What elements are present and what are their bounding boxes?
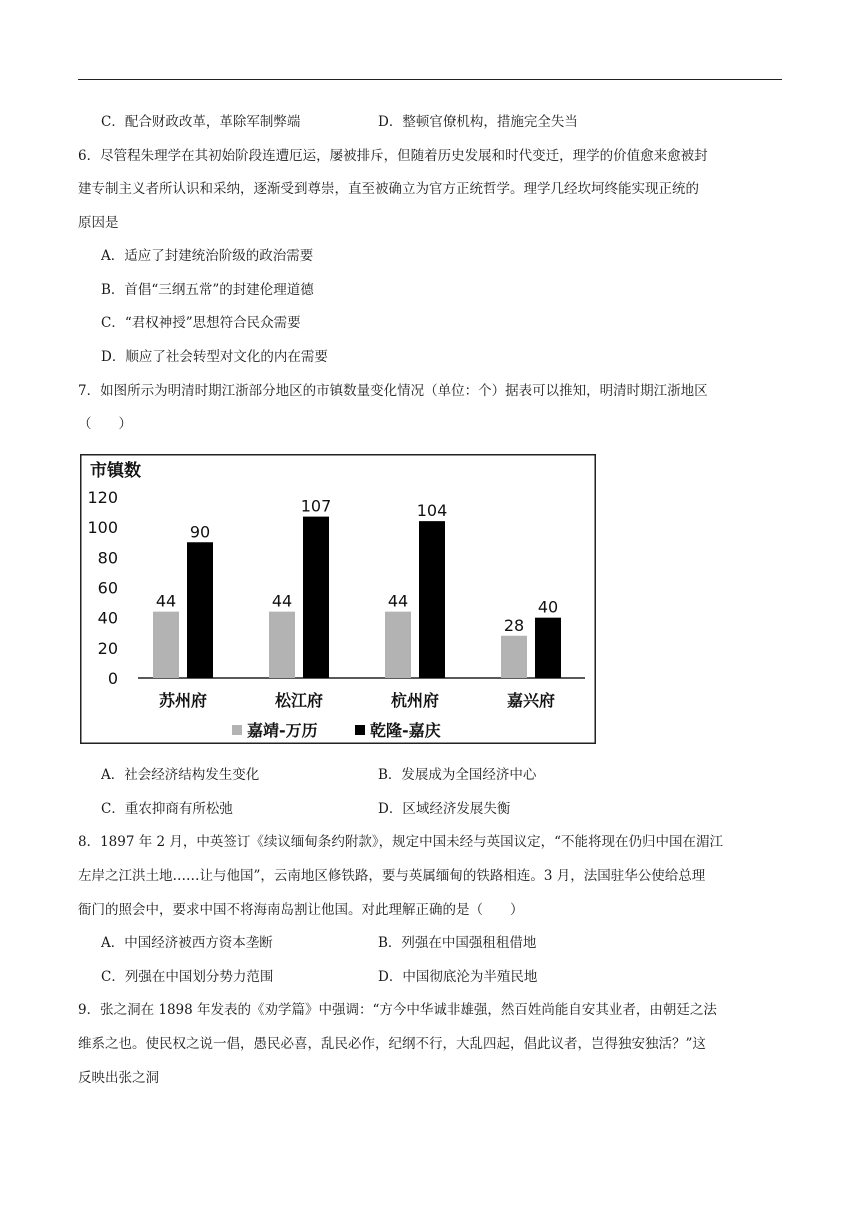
chart-title: 市镇数	[90, 461, 141, 481]
q7-option-c: C．重农抑商有所松弛	[101, 801, 233, 817]
y-tick-label: 80	[97, 548, 118, 568]
bar-data-label: 107	[300, 496, 332, 516]
y-tick-label: 0	[107, 669, 118, 688]
q7-option-d: D．区域经济发展失衡	[378, 801, 511, 817]
q5-option-c: C．配合财政改革，革除军制弊端	[101, 114, 301, 130]
bar-data-label: 44	[387, 591, 409, 611]
bar-jiajing-wanli	[269, 612, 295, 678]
legend-label: 嘉靖-万历	[247, 721, 318, 740]
bar-qianlong-jiaqing	[303, 517, 329, 678]
bar-qianlong-jiaqing	[535, 618, 561, 678]
q8-option-a: A．中国经济被西方资本垄断	[101, 935, 273, 951]
bar-data-label: 28	[503, 615, 525, 635]
bar-jiajing-wanli	[153, 612, 179, 678]
q6-option-b: B．首倡“三纲五常”的封建伦理道德	[101, 282, 314, 298]
q6-stem-line-3: 原因是	[78, 215, 119, 231]
chart-canvas	[80, 454, 596, 744]
q8-option-b: B．列强在中国强租租借地	[378, 935, 537, 951]
x-tick-label: 杭州府	[390, 691, 440, 710]
legend-label: 乾隆-嘉庆	[370, 721, 441, 740]
header-rule	[78, 79, 782, 80]
q8-stem-line-1: 8．1897 年 2 月，中英签订《续议缅甸条约附款》，规定中国未经与英国议定，“不能将现在仍归中国在湄江	[78, 834, 724, 850]
q7-option-a: A．社会经济结构发生变化	[101, 767, 260, 783]
bar-qianlong-jiaqing	[419, 521, 445, 678]
q9-stem-line-3: 反映出张之洞	[78, 1070, 159, 1086]
bar-jiajing-wanli	[385, 612, 411, 678]
legend-swatch	[232, 725, 242, 735]
bar-data-label: 40	[537, 597, 559, 617]
q8-stem-line-3: 衙门的照会中，要求中国不将海南岛割让他国。对此理解正确的是（ ）	[78, 902, 524, 918]
q9-stem-line-2: 维系之也。使民权之说一倡，愚民必喜，乱民必作，纪纲不行，大乱四起，倡此议者，岂得独安独活？”这	[78, 1036, 706, 1052]
q6-stem-line-1: 6．尽管程朱理学在其初始阶段连遭厄运，屡被排斥，但随着历史发展和时代变迁，理学的价值愈来愈被封	[78, 148, 708, 164]
q6-option-a: A．适应了封建统治阶级的政治需要	[101, 248, 314, 264]
x-tick-label: 嘉兴府	[506, 691, 556, 710]
q8-option-c: C．列强在中国划分势力范围	[101, 969, 274, 985]
y-tick-label: 100	[87, 518, 118, 538]
q5-option-d: D．整顿官僚机构，措施完全失当	[378, 114, 578, 130]
x-tick-label: 苏州府	[158, 691, 208, 710]
q7-option-b: B．发展成为全国经济中心	[378, 767, 537, 783]
legend-swatch	[355, 725, 365, 735]
q9-stem-line-1: 9．张之洞在 1898 年发表的《劝学篇》中强调：“方今中华诚非雄强，然百姓尚能自安其业者，由朝廷之法	[78, 1002, 717, 1018]
bar-data-label: 90	[189, 522, 211, 542]
y-tick-label: 40	[97, 608, 118, 628]
q8-stem-line-2: 左岸之江洪土地……让与他国”，云南地区修铁路，要与英属缅甸的铁路相连。3 月，法国驻华公使给总理	[78, 868, 706, 884]
bar-data-label: 44	[155, 591, 177, 611]
bar-qianlong-jiaqing	[187, 542, 213, 678]
q6-stem-line-2: 建专制主义者所认识和采纳，逐渐受到尊崇，直至被确立为官方正统哲学。理学几经坎坷终能实现正统的	[78, 181, 699, 197]
y-tick-label: 60	[97, 578, 118, 598]
bar-data-label: 104	[416, 501, 448, 521]
q8-option-d: D．中国彻底沦为半殖民地	[378, 969, 538, 985]
q6-option-d: D．顺应了社会转型对文化的内在需要	[101, 349, 328, 365]
x-tick-label: 松江府	[274, 691, 324, 710]
q7-stem-line-1: 7．如图所示为明清时期江浙部分地区的市镇数量变化情况（单位：个）据表可以推知，明清时期江浙地区	[78, 383, 708, 399]
q6-option-c: C．“君权神授”思想符合民众需要	[101, 315, 301, 331]
town-count-bar-chart	[80, 454, 596, 744]
q7-stem-line-2: （ ）	[78, 416, 132, 432]
bar-jiajing-wanli	[501, 636, 527, 678]
y-tick-label: 20	[97, 638, 118, 658]
y-tick-label: 120	[87, 488, 118, 507]
bar-data-label: 44	[271, 591, 293, 611]
